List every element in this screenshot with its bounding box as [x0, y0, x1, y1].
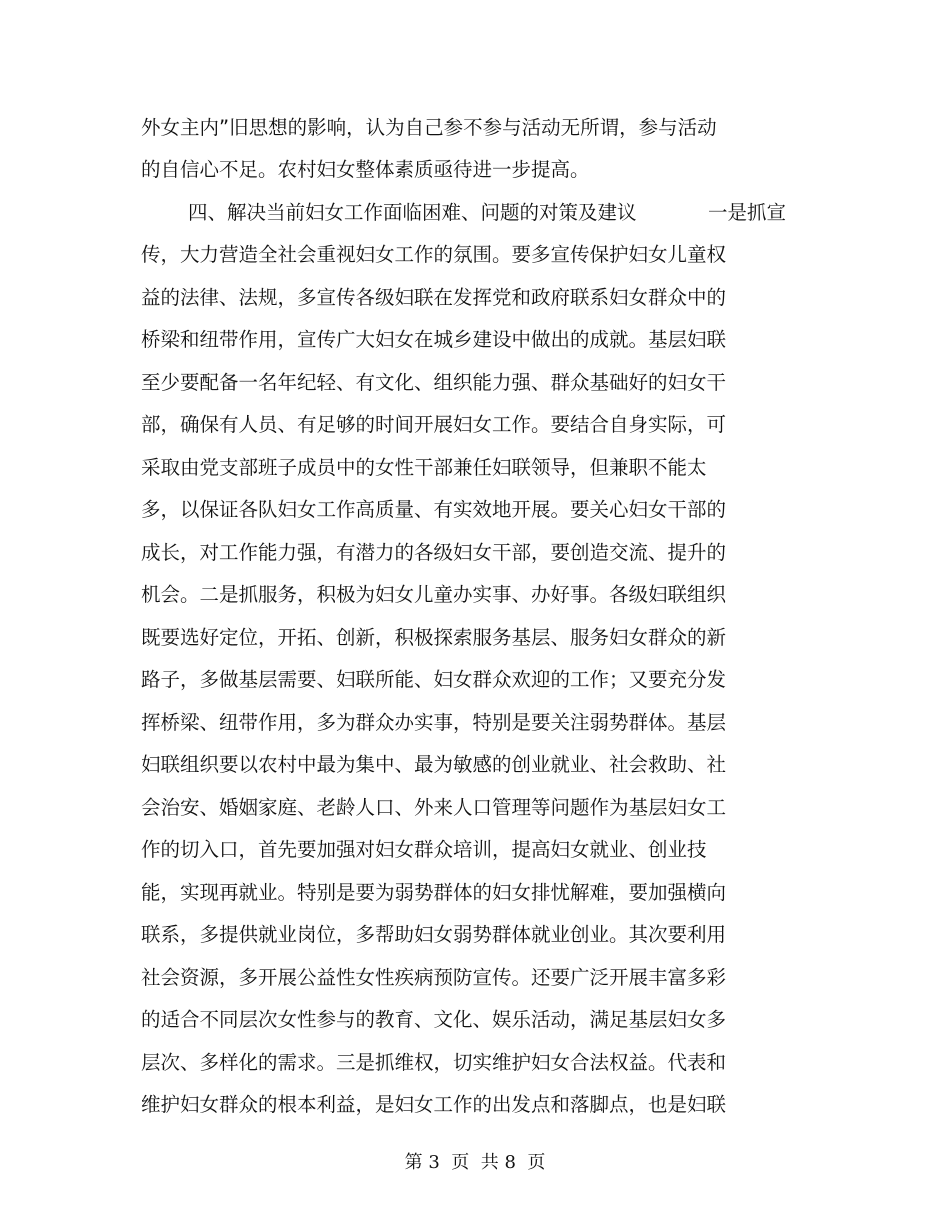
text-line: 联系，多提供就业岗位，多帮助妇女弱势群体就业创业。其次要利用 [141, 923, 727, 946]
text-line: 至少要配备一名年纪轻、有文化、组织能力强、群众基础好的妇女干 [141, 371, 727, 394]
text-line: 部，确保有人员、有足够的时间开展妇女工作。要结合自身实际，可 [141, 413, 727, 436]
text-line: 妇联组织要以农村中最为集中、最为敏感的创业就业、社会救助、社 [141, 753, 727, 776]
text-line: 能，实现再就业。特别是要为弱势群体的妇女排忧解难，要加强横向 [141, 881, 727, 904]
text-line: 路子，多做基层需要、妇联所能、妇女群众欢迎的工作；又要充分发 [141, 668, 727, 691]
text-line: 会治安、婚姻家庭、老龄人口、外来人口管理等问题作为基层妇女工 [141, 796, 727, 819]
text-line: 多，以保证各队妇女工作高质量、有实效地开展。要关心妇女干部的 [141, 498, 727, 521]
text-line: 既要选好定位，开拓、创新，积极探索服务基层、服务妇女群众的新 [141, 626, 727, 649]
text-line: 成长，对工作能力强，有潜力的各级妇女干部，要创造交流、提升的 [141, 541, 727, 564]
text-line: 的适合不同层次女性参与的教育、文化、娱乐活动，满足基层妇女多 [141, 1008, 727, 1031]
text-line: 的自信心不足。农村妇女整体素质亟待进一步提高。 [141, 158, 590, 181]
text-line: 社会资源，多开展公益性女性疾病预防宣传。还要广泛开展丰富多彩 [141, 966, 727, 989]
text-line: 桥梁和纽带作用，宣传广大妇女在城乡建设中做出的成就。基层妇联 [141, 328, 727, 351]
text-line: 一是抓宣 [708, 201, 787, 224]
text-line: 采取由党支部班子成员中的女性干部兼任妇联领导，但兼职不能太 [141, 456, 707, 479]
text-line: 层次、多样化的需求。三是抓维权，切实维护妇女合法权益。代表和 [141, 1051, 727, 1074]
text-line: 外女主内”旧思想的影响，认为自己参不参与活动无所谓，参与活动 [141, 116, 717, 139]
text-line: 作的切入口，首先要加强对妇女群众培训，提高妇女就业、创业技 [141, 838, 707, 861]
text-line: 挥桥梁、纽带作用，多为群众办实事，特别是要关注弱势群体。基层 [141, 711, 727, 734]
text-line: 益的法律、法规，多宣传各级妇联在发挥党和政府联系妇女群众中的 [141, 286, 727, 309]
section-heading: 四、解决当前妇女工作面临困难、问题的对策及建议 [188, 201, 637, 224]
text-line: 传，大力营造全社会重视妇女工作的氛围。要多宣传保护妇女儿童权 [141, 243, 727, 266]
text-line: 维护妇女群众的根本利益，是妇女工作的出发点和落脚点，也是妇联 [141, 1093, 727, 1116]
page-number-footer: 第 3 页 共 8 页 [404, 1152, 546, 1173]
text-line: 机会。二是抓服务，积极为妇女儿童办实事、办好事。各级妇联组织 [141, 583, 727, 606]
